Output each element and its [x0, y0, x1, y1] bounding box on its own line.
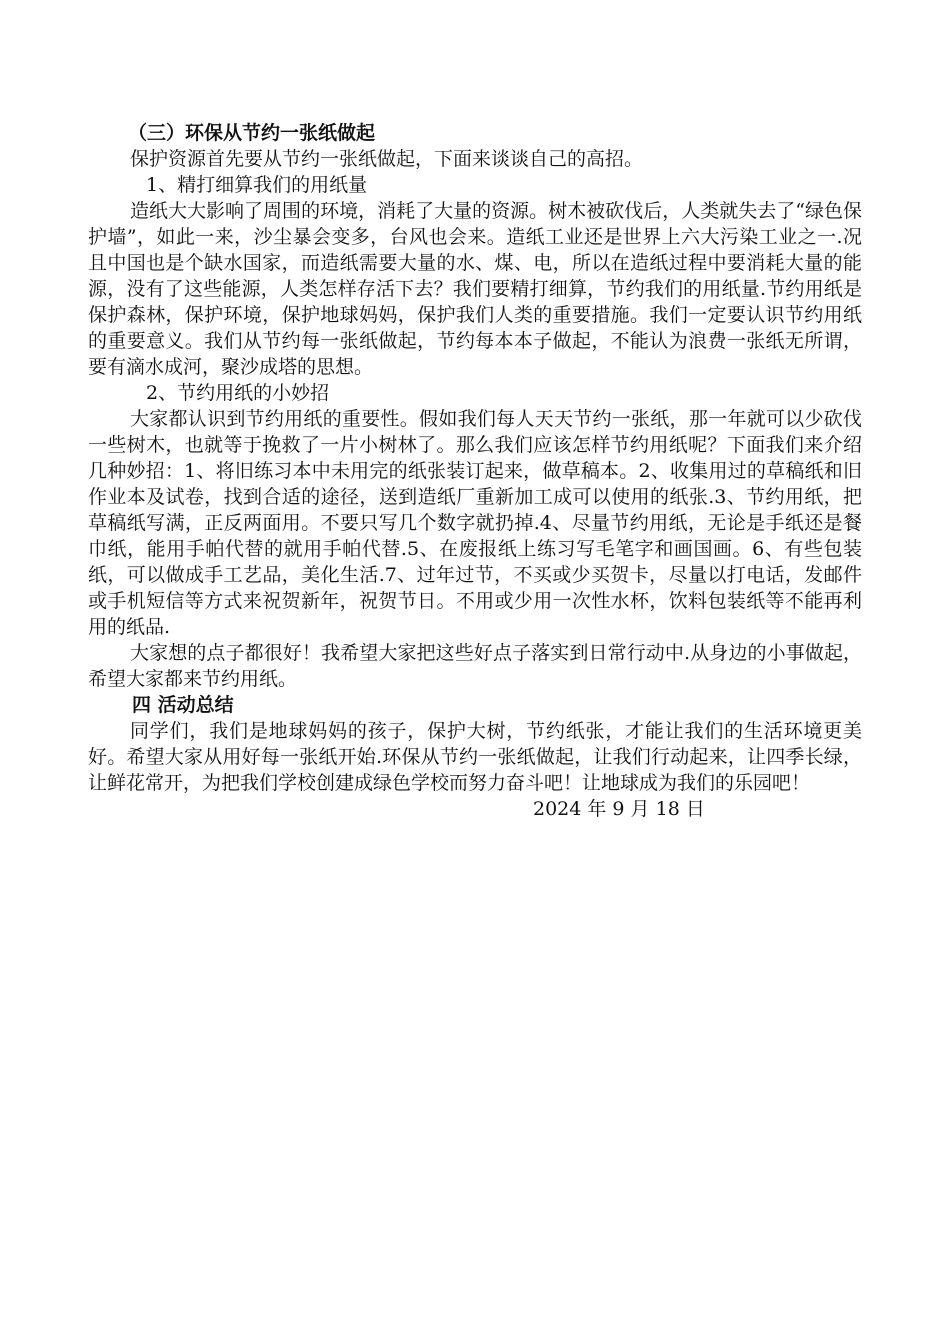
section-3-heading: （三）环保从节约一张纸做起: [128, 122, 376, 144]
document-page: [88, 120, 862, 822]
section-4-paragraph: 同学们，我们是地球妈妈的孩子，保护大树，节约纸张，才能让我们的生活环境更美好。希望大家从用好每一张纸开始.环保从节约一张纸做起，让我们行动起来，让四季长绿，让鲜花常开，为把我们学校创建成绿色学校而努力奋斗吧！让地球成为我们的乐园吧！: [88, 720, 862, 794]
section-4-heading: 四 活动总结: [132, 694, 234, 716]
item-2-heading: 2、节约用纸的小妙招: [146, 382, 330, 404]
section-3-closing: 大家想的点子都很好！我希望大家把这些好点子落实到日常行动中.从身边的小事做起，希望大家都来节约用纸。: [88, 642, 862, 690]
item-1-heading: 1、精打细算我们的用纸量: [146, 174, 368, 196]
item-2-paragraph: 大家都认识到节约用纸的重要性。假如我们每人天天节约一张纸，那一年就可以少砍伐一些树木，也就等于挽救了一片小树林了。那么我们应该怎样节约用纸呢？下面我们来介绍几种妙招：1、将旧练习本中未用完的纸张装订起来，做草稿本。2、收集用过的草稿纸和旧作业本及试卷，找到合适的途径，送到造纸厂重新加工成可以使用的纸张.3、节约用纸，把草稿纸写满，正反两面用。不要只写几个数字就扔掉.4、尽量节约用纸，无论是手纸还是餐巾纸，能用手帕代替的就用手帕代替.5、在废报纸上练习写毛笔字和画国画。6、有些包装纸，可以做成手工艺品，美化生活.7、过年过节，不买或少买贺卡，尽量以打电话，发邮件或手机短信等方式来祝贺新年，祝贺节日。不用或少用一次性水杯，饮料包装纸等不能再利用的纸品.: [88, 408, 862, 638]
item-1-paragraph: 造纸大大影响了周围的环境，消耗了大量的资源。树木被砍伐后，人类就失去了“绿色保护墙”，如此一来，沙尘暴会变多，台风也会来。造纸工业还是世界上六大污染工业之一.况且中国也是个缺水国家，而造纸需要大量的水、煤、电，所以在造纸过程中要消耗大量的能源，没有了这些能源，人类怎样存活下去？我们要精打细算，节约我们的用纸量.节约用纸是保护森林，保护环境，保护地球妈妈，保护我们人类的重要措施。我们一定要认识节约用纸的重要意义。我们从节约每一张纸做起，节约每本本子做起，不能认为浪费一张纸无所谓，要有滴水成河，聚沙成塔的思想。: [88, 200, 862, 378]
section-3-intro: 保护资源首先要从节约一张纸做起，下面来谈谈自己的高招。: [130, 148, 644, 170]
document-date: 2024 年 9 月 18 日: [533, 798, 705, 820]
